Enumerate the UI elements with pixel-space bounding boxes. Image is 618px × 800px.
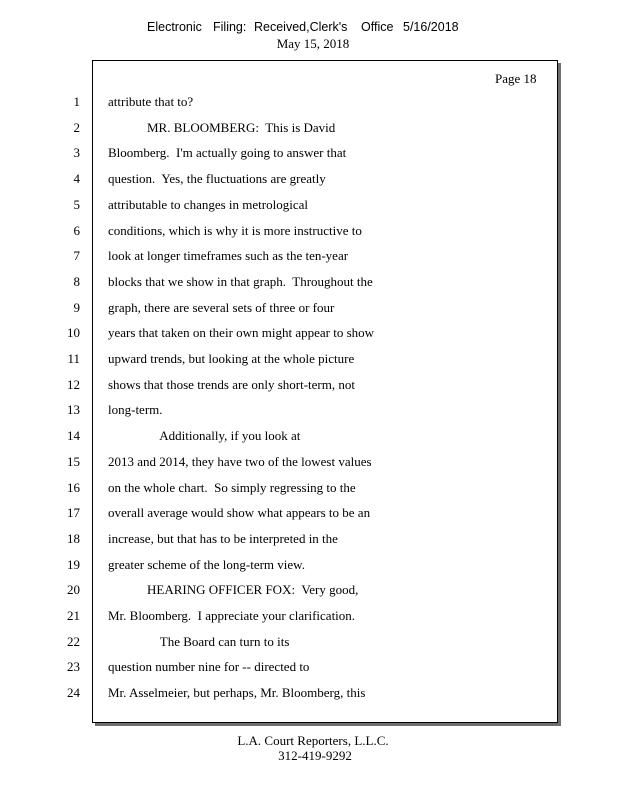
line-number: 3 (73, 145, 80, 160)
filing-stamp (0, 20, 618, 36)
stamp-word: Electronic (147, 20, 202, 34)
page-number: Page 18 (495, 71, 537, 86)
line-number: 9 (73, 300, 80, 315)
line-text: overall average would show what appears to be an (108, 505, 371, 520)
line-number: 17 (67, 505, 80, 520)
line-number: 22 (67, 634, 80, 649)
line-text: Mr. Asselmeier, but perhaps, Mr. Bloomberg, this (108, 685, 366, 700)
line-text: question. Yes, the fluctuations are greatly (108, 171, 326, 186)
line-number: 14 (67, 428, 80, 443)
line-number: 5 (73, 197, 80, 212)
line-number: 15 (67, 454, 80, 469)
header-date: May 15, 2018 (276, 36, 350, 51)
line-text: 2013 and 2014, they have two of the lowest values (108, 454, 372, 469)
line-text: The Board can turn to its (108, 634, 290, 649)
line-number: 2 (73, 120, 80, 135)
line-number: 24 (67, 685, 80, 700)
line-text: graph, there are several sets of three or four (108, 300, 335, 315)
line-number: 23 (67, 659, 80, 674)
footer-phone: 312-419-9292 (278, 748, 352, 763)
line-number: 13 (67, 402, 80, 417)
line-text: shows that those trends are only short-term, not (108, 377, 355, 392)
line-text: question number nine for -- directed to (108, 659, 310, 674)
line-text: Additionally, if you look at (108, 428, 301, 443)
stamp-word: Received,Clerk's (254, 20, 348, 34)
line-text: attributable to changes in metrological (108, 197, 308, 212)
line-text: look at longer timeframes such as the ten-year (108, 248, 349, 263)
line-number: 10 (67, 325, 80, 340)
line-text: Mr. Bloomberg. I appreciate your clarification. (108, 608, 356, 623)
line-text: HEARING OFFICER FOX: Very good, (108, 582, 359, 597)
line-text: blocks that we show in that graph. Throughout the (108, 274, 373, 289)
line-text: long-term. (108, 402, 163, 417)
line-text: years that taken on their own might appear to show (108, 325, 375, 340)
line-number: 19 (67, 557, 80, 572)
line-text: attribute that to? (108, 94, 194, 109)
stamp-word: 5/16/2018 (403, 20, 459, 34)
line-number: 18 (67, 531, 80, 546)
line-number: 6 (73, 223, 80, 238)
line-number: 20 (67, 582, 80, 597)
line-number: 11 (67, 351, 80, 366)
line-number: 21 (67, 608, 80, 623)
footer-company: L.A. Court Reporters, L.L.C. (237, 733, 389, 748)
line-text: MR. BLOOMBERG: This is David (108, 120, 336, 135)
stamp-word: Office (361, 20, 394, 34)
line-text: Bloomberg. I'm actually going to answer that (108, 145, 347, 160)
line-number: 1 (73, 94, 80, 109)
line-number: 7 (73, 248, 80, 263)
line-number: 8 (73, 274, 80, 289)
line-number: 12 (67, 377, 80, 392)
line-text: on the whole chart. So simply regressing to the (108, 480, 356, 495)
line-text: upward trends, but looking at the whole picture (108, 351, 355, 366)
line-text: increase, but that has to be interpreted in the (108, 531, 338, 546)
line-text: greater scheme of the long-term view. (108, 557, 305, 572)
line-text: conditions, which is why it is more instructive to (108, 223, 362, 238)
line-number: 4 (73, 171, 80, 186)
stamp-word: Filing: (213, 20, 247, 34)
line-number: 16 (67, 480, 80, 495)
